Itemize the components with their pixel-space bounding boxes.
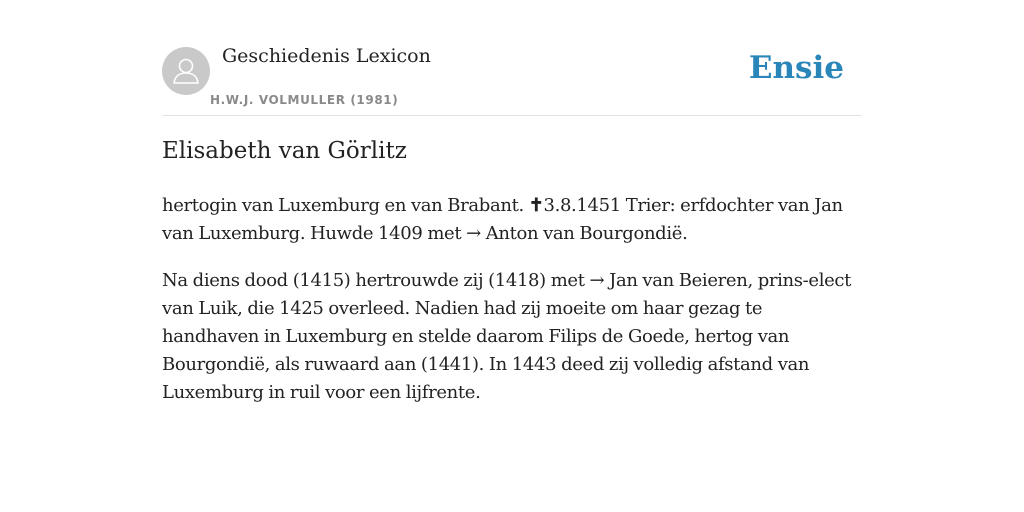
paragraph-text: hertogin van Luxemburg en van Brabant. — [162, 195, 529, 216]
paragraph-text: 3.8.1451 Trier: erfdochter van Jan van Luxemburg. Huwde 1409 met — [162, 195, 843, 244]
link-anton-van-bourgondie[interactable]: → Anton van Bourgondië — [466, 223, 683, 244]
dagger-icon: ✝ — [528, 195, 544, 216]
user-avatar-icon[interactable] — [162, 47, 210, 95]
entry-body — [162, 192, 862, 426]
source-title[interactable]: Geschiedenis Lexicon — [222, 45, 431, 67]
entry-title: Elisabeth van Görlitz — [162, 138, 407, 164]
entry-paragraph-1 — [162, 192, 862, 248]
source-header — [162, 40, 862, 116]
paragraph-text: Na diens dood (1415) hertrouwde zij (1418) met — [162, 270, 590, 291]
entry-paragraph-2 — [162, 267, 862, 407]
brand-logo[interactable]: Ensie — [748, 50, 844, 86]
link-jan-van-beieren[interactable]: → Jan van Beieren — [589, 270, 748, 291]
source-author[interactable]: H.W.J. VOLMULLER (1981) — [210, 93, 399, 107]
paragraph-text: . — [682, 223, 688, 244]
paragraph-text: , prins-elect van Luik, die 1425 overleed. Nadien had zij moeite om haar gezag te handhaven in Luxemburg en stelde daarom Filips de Goede, hertog van Bourgondië, als ruwaard aan (1441). In 1443 deed zij volledig afstand van Luxemburg in ruil voor een lijfrente. — [162, 270, 852, 403]
